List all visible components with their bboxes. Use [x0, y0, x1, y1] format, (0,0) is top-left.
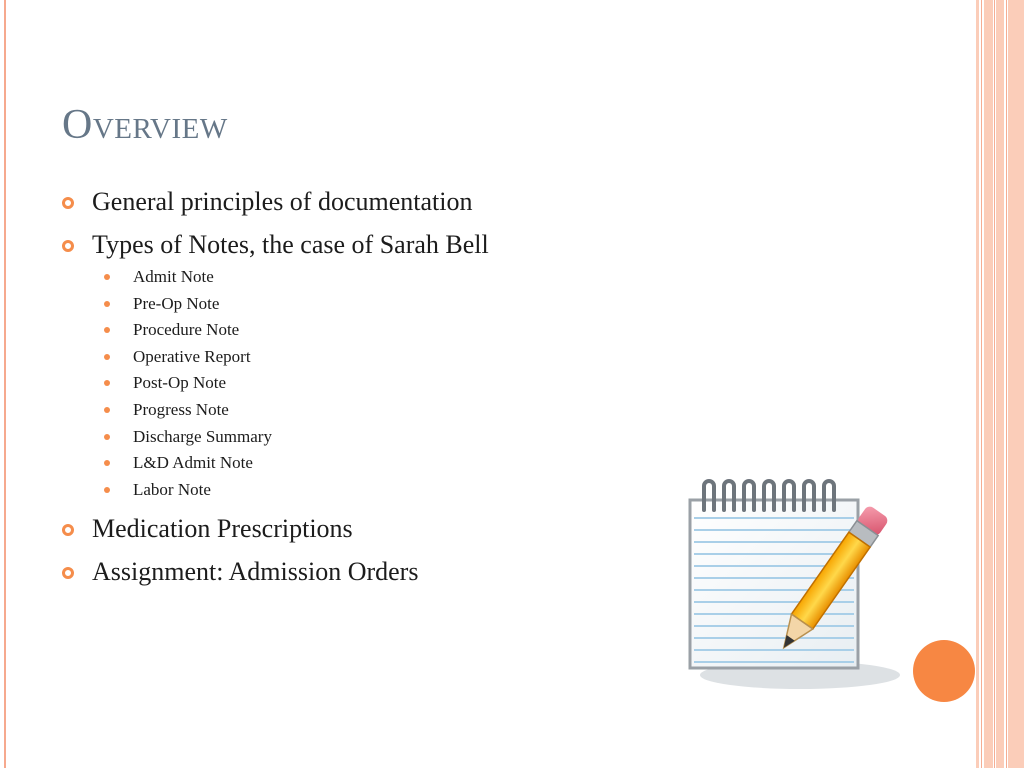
sub-bullet-item — [62, 372, 662, 399]
ring-bullet-icon — [62, 197, 74, 209]
sub-bullet-item — [62, 399, 662, 426]
sub-bullet-item — [62, 266, 662, 293]
ring-bullet-icon — [62, 240, 74, 252]
right-stripe — [984, 0, 993, 768]
sub-bullet-text: Admit Note — [133, 267, 214, 286]
orange-circle-decoration — [913, 640, 975, 702]
dot-bullet-icon — [104, 327, 110, 333]
left-border-line — [4, 0, 6, 768]
right-stripe-line — [994, 0, 995, 768]
bullet-item — [62, 513, 662, 556]
right-stripe — [1008, 0, 1024, 768]
sub-bullet-item — [62, 479, 662, 506]
bullet-text: Assignment: Admission Orders — [92, 557, 419, 587]
sub-bullet-text: Discharge Summary — [133, 426, 272, 446]
bullet-item — [62, 556, 662, 599]
notepad-with-pencil-icon — [680, 470, 910, 700]
right-stripe-line — [981, 0, 982, 768]
sub-bullet-text: Procedure Note — [133, 320, 240, 340]
sub-bullet-item — [62, 346, 662, 373]
bullet-text: Medication Prescriptions — [92, 514, 353, 544]
sub-bullet-list — [62, 266, 662, 505]
sub-bullet-text: Progress Note — [133, 399, 229, 419]
dot-bullet-icon — [104, 434, 110, 440]
sub-bullet-text: Operative Report — [133, 346, 251, 366]
dot-bullet-icon — [104, 380, 110, 386]
dot-bullet-icon — [104, 407, 110, 413]
bullet-text: General principles of documentation — [92, 187, 473, 216]
right-stripe — [976, 0, 979, 768]
sub-bullet-text: Labor Note — [133, 479, 211, 499]
sub-bullet-text: Post-Op Note — [133, 373, 227, 393]
dot-bullet-icon — [104, 301, 110, 307]
bullet-text: Types of Notes, the case of Sarah Bell — [92, 230, 489, 259]
right-stripe — [996, 0, 1004, 768]
sub-bullet-item — [62, 319, 662, 346]
bullet-item — [62, 186, 662, 229]
ring-bullet-icon — [62, 567, 74, 579]
sub-bullet-item — [62, 452, 662, 479]
right-stripe-line — [1006, 0, 1007, 768]
sub-bullet-item — [62, 293, 662, 320]
dot-bullet-icon — [104, 274, 110, 280]
sub-bullet-text: L&D Admit Note — [133, 453, 253, 473]
bullet-list — [62, 186, 662, 599]
dot-bullet-icon — [104, 354, 110, 360]
slide-title: Overview — [62, 102, 228, 148]
sub-bullet-item — [62, 426, 662, 453]
dot-bullet-icon — [104, 460, 110, 466]
sub-bullet-text: Pre-Op Note — [133, 293, 220, 313]
dot-bullet-icon — [104, 487, 110, 493]
ring-bullet-icon — [62, 524, 74, 536]
